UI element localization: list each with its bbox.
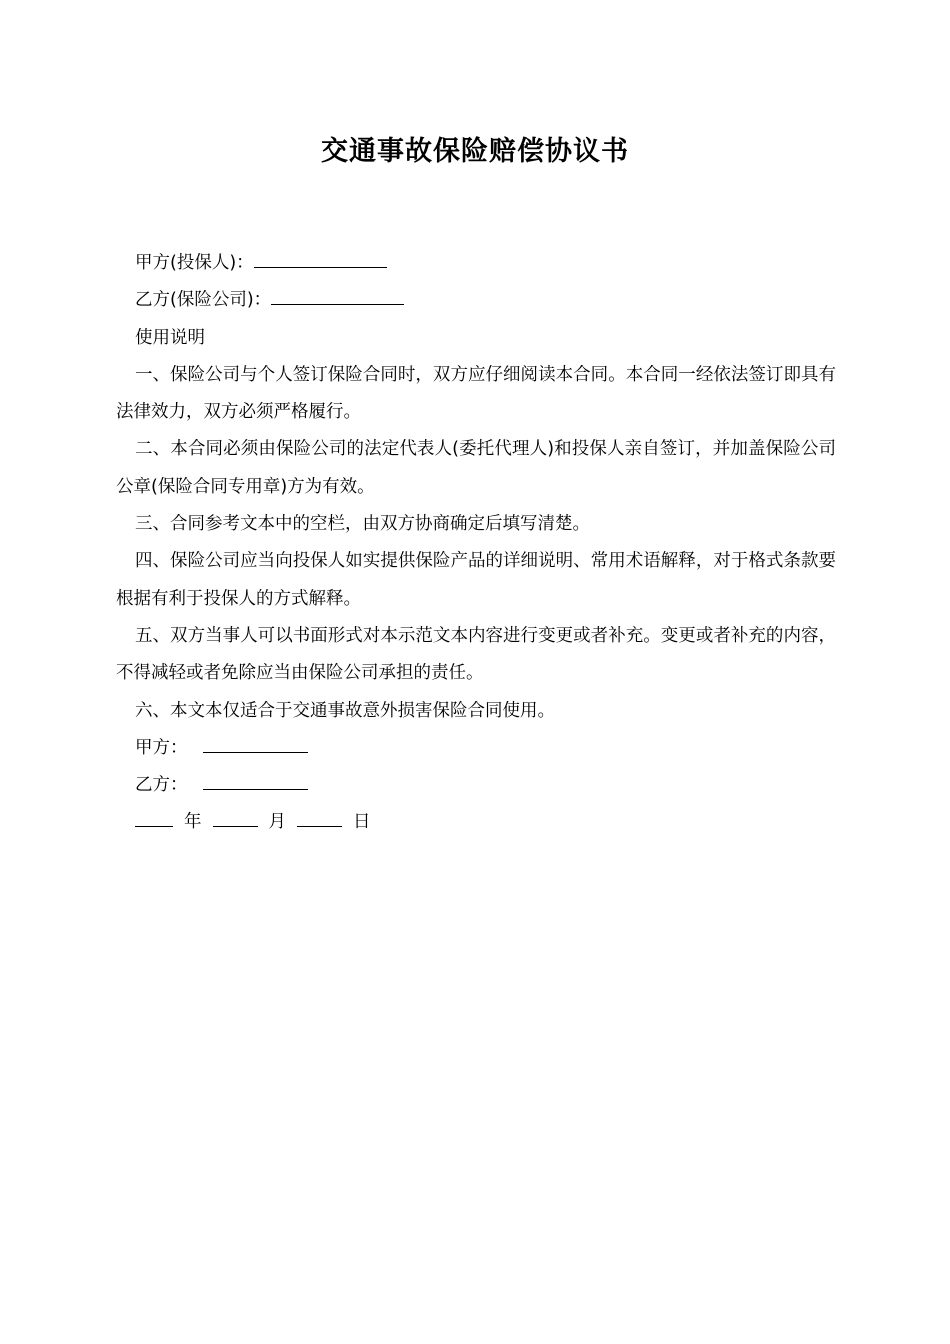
day-label: 日 [353,812,371,833]
sign-b-line [116,767,836,804]
party-b-label: 乙方(保险公司)： [135,290,272,311]
party-a-label: 甲方(投保人)： [135,253,254,273]
paragraph-3: 三、合同参考文本中的空栏，由双方协商确定后填写清楚。 [135,514,590,535]
paragraph-1: 一、保险公司与个人签订保险合同时，双方应仔细阅读本合同。本合同一经依法签订即具有法律效力，双方必须严格履行。 [116,364,836,423]
sign-b-blank [203,767,308,790]
party-a-line [116,245,836,282]
paragraph-2: 二、本合同必须由保险公司的法定代表人(委托代理人)和投保人亲自签订，并加盖保险公司公章(保险合同专用章)方为有效。 [116,439,836,497]
day-blank [297,804,342,827]
instructions-heading: 使用说明 [135,327,205,348]
paragraph-6: 六、本文本仅适合于交通事故意外损害保险合同使用。 [135,700,555,721]
month-blank [213,804,258,827]
sign-a-blank [203,730,308,753]
year-blank [135,804,173,827]
party-a-blank [254,245,387,268]
month-label: 月 [268,812,286,833]
sign-a-label: 甲方： [135,737,188,758]
document-title: 交通事故保险赔偿协议书 [321,136,629,167]
paragraph-4: 四、保险公司应当向投保人如实提供保险产品的详细说明、常用术语解释，对于格式条款要根据有利于投保人的方式解释。 [116,551,836,609]
party-b-blank [271,282,404,305]
document-body [116,245,836,842]
date-line [116,804,836,841]
paragraph-5: 五、双方当事人可以书面形式对本示范文本内容进行变更或者补充。变更或者补充的内容，不得减轻或者免除应当由保险公司承担的责任。 [116,625,836,684]
sign-b-label: 乙方： [135,775,188,796]
sign-a-line [116,730,836,767]
party-b-line [116,282,836,319]
year-label: 年 [184,812,202,833]
